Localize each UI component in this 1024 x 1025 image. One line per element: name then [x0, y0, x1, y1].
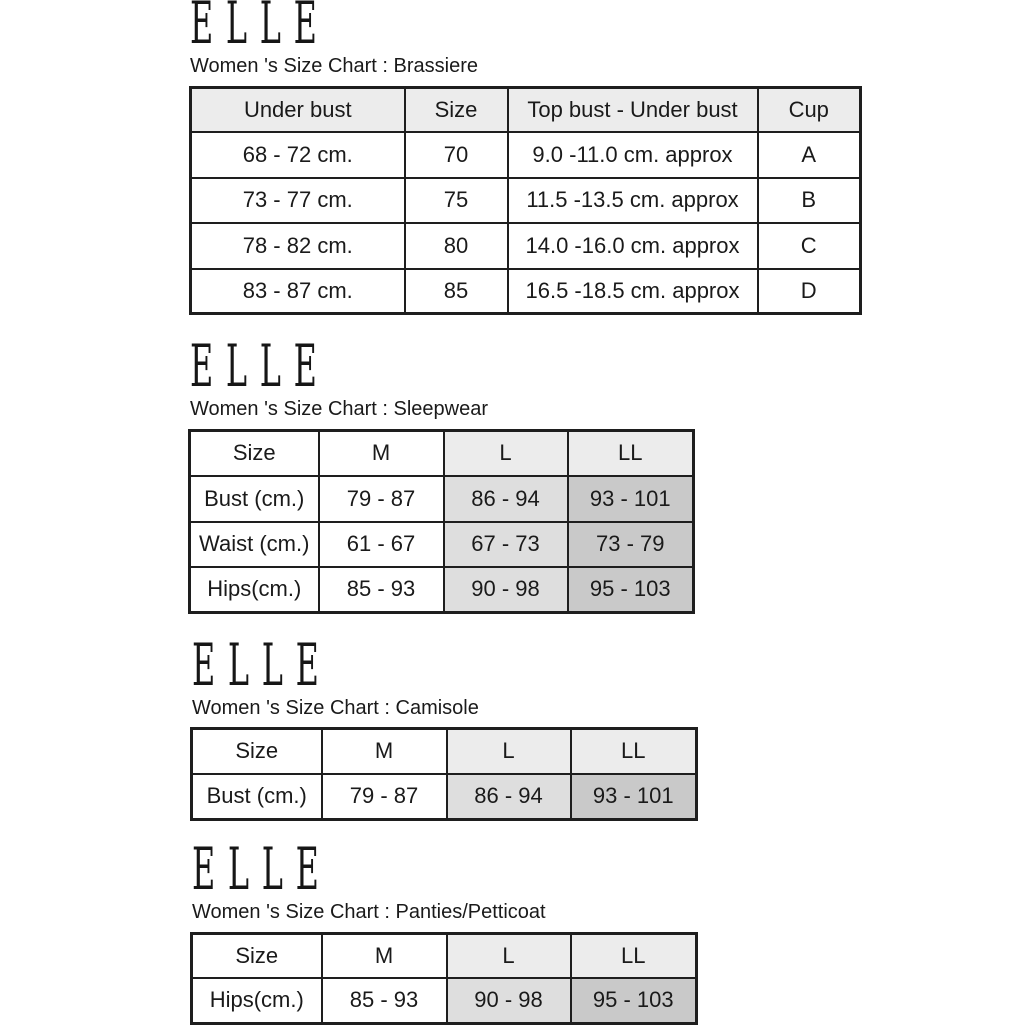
header-cell: L: [444, 431, 568, 476]
table-cell: 85 - 93: [322, 978, 447, 1024]
panties-chart-caption: Women 's Size Chart : Panties/Petticoat: [192, 901, 546, 923]
header-cell: Under bust: [191, 88, 405, 132]
elle-logo: ELLE: [192, 835, 332, 903]
table-cell: 79 - 87: [322, 774, 447, 820]
table-cell: 78 - 82 cm.: [191, 223, 405, 269]
table-row: [190, 522, 694, 567]
table-cell: 86 - 94: [444, 476, 568, 522]
table-cell: 73 - 77 cm.: [191, 178, 405, 223]
table-row: [192, 774, 697, 820]
table-header-row: [191, 88, 861, 132]
table-cell: Hips(cm.): [192, 978, 322, 1024]
header-cell: Top bust - Under bust: [508, 88, 758, 132]
table-cell: 80: [405, 223, 508, 269]
table-row: [191, 178, 861, 223]
camisole-chart-caption: Women 's Size Chart : Camisole: [192, 697, 479, 719]
table-cell: 67 - 73: [444, 522, 568, 567]
table-cell: 86 - 94: [447, 774, 571, 820]
header-cell: LL: [571, 934, 697, 978]
table-header-row: [190, 431, 694, 476]
header-cell: M: [319, 431, 444, 476]
sleepwear-size-table: [188, 429, 695, 614]
table-cell: Hips(cm.): [190, 567, 319, 613]
bra-size-table: [189, 86, 862, 315]
table-cell: 83 - 87 cm.: [191, 269, 405, 314]
table-cell: 9.0 -11.0 cm. approx: [508, 132, 758, 178]
header-cell: Size: [192, 729, 322, 774]
table-cell: 16.5 -18.5 cm. approx: [508, 269, 758, 314]
table-cell: 95 - 103: [568, 567, 694, 613]
header-cell: Cup: [758, 88, 861, 132]
table-cell: 93 - 101: [571, 774, 697, 820]
table-cell: 75: [405, 178, 508, 223]
header-cell: M: [322, 729, 447, 774]
header-cell: Size: [405, 88, 508, 132]
table-row: [191, 269, 861, 314]
table-cell: 11.5 -13.5 cm. approx: [508, 178, 758, 223]
table-cell: 70: [405, 132, 508, 178]
table-row: [191, 223, 861, 269]
table-header-row: [192, 729, 697, 774]
table-row: [192, 978, 697, 1024]
table-cell: C: [758, 223, 861, 269]
panties-size-table: [190, 932, 698, 1025]
header-cell: M: [322, 934, 447, 978]
table-cell: 95 - 103: [571, 978, 697, 1024]
table-row: [191, 132, 861, 178]
header-cell: LL: [571, 729, 697, 774]
table-cell: 68 - 72 cm.: [191, 132, 405, 178]
header-cell: L: [447, 729, 571, 774]
table-cell: 61 - 67: [319, 522, 444, 567]
table-cell: Bust (cm.): [192, 774, 322, 820]
header-cell: Size: [192, 934, 322, 978]
elle-logo: ELLE: [192, 631, 332, 699]
table-cell: Waist (cm.): [190, 522, 319, 567]
bra-chart-caption: Women 's Size Chart : Brassiere: [190, 55, 478, 77]
table-cell: B: [758, 178, 861, 223]
camisole-size-table: [190, 727, 698, 821]
header-cell: LL: [568, 431, 694, 476]
elle-logo: ELLE: [190, 0, 330, 57]
table-cell: 73 - 79: [568, 522, 694, 567]
table-row: [190, 567, 694, 613]
table-cell: D: [758, 269, 861, 314]
table-cell: 90 - 98: [447, 978, 571, 1024]
table-row: [190, 476, 694, 522]
table-cell: 85: [405, 269, 508, 314]
elle-logo: ELLE: [190, 332, 330, 400]
sleepwear-chart-caption: Women 's Size Chart : Sleepwear: [190, 398, 489, 420]
table-cell: A: [758, 132, 861, 178]
table-cell: 90 - 98: [444, 567, 568, 613]
table-cell: Bust (cm.): [190, 476, 319, 522]
header-cell: Size: [190, 431, 319, 476]
table-cell: 14.0 -16.0 cm. approx: [508, 223, 758, 269]
header-cell: L: [447, 934, 571, 978]
table-header-row: [192, 934, 697, 978]
table-cell: 93 - 101: [568, 476, 694, 522]
table-cell: 85 - 93: [319, 567, 444, 613]
table-cell: 79 - 87: [319, 476, 444, 522]
